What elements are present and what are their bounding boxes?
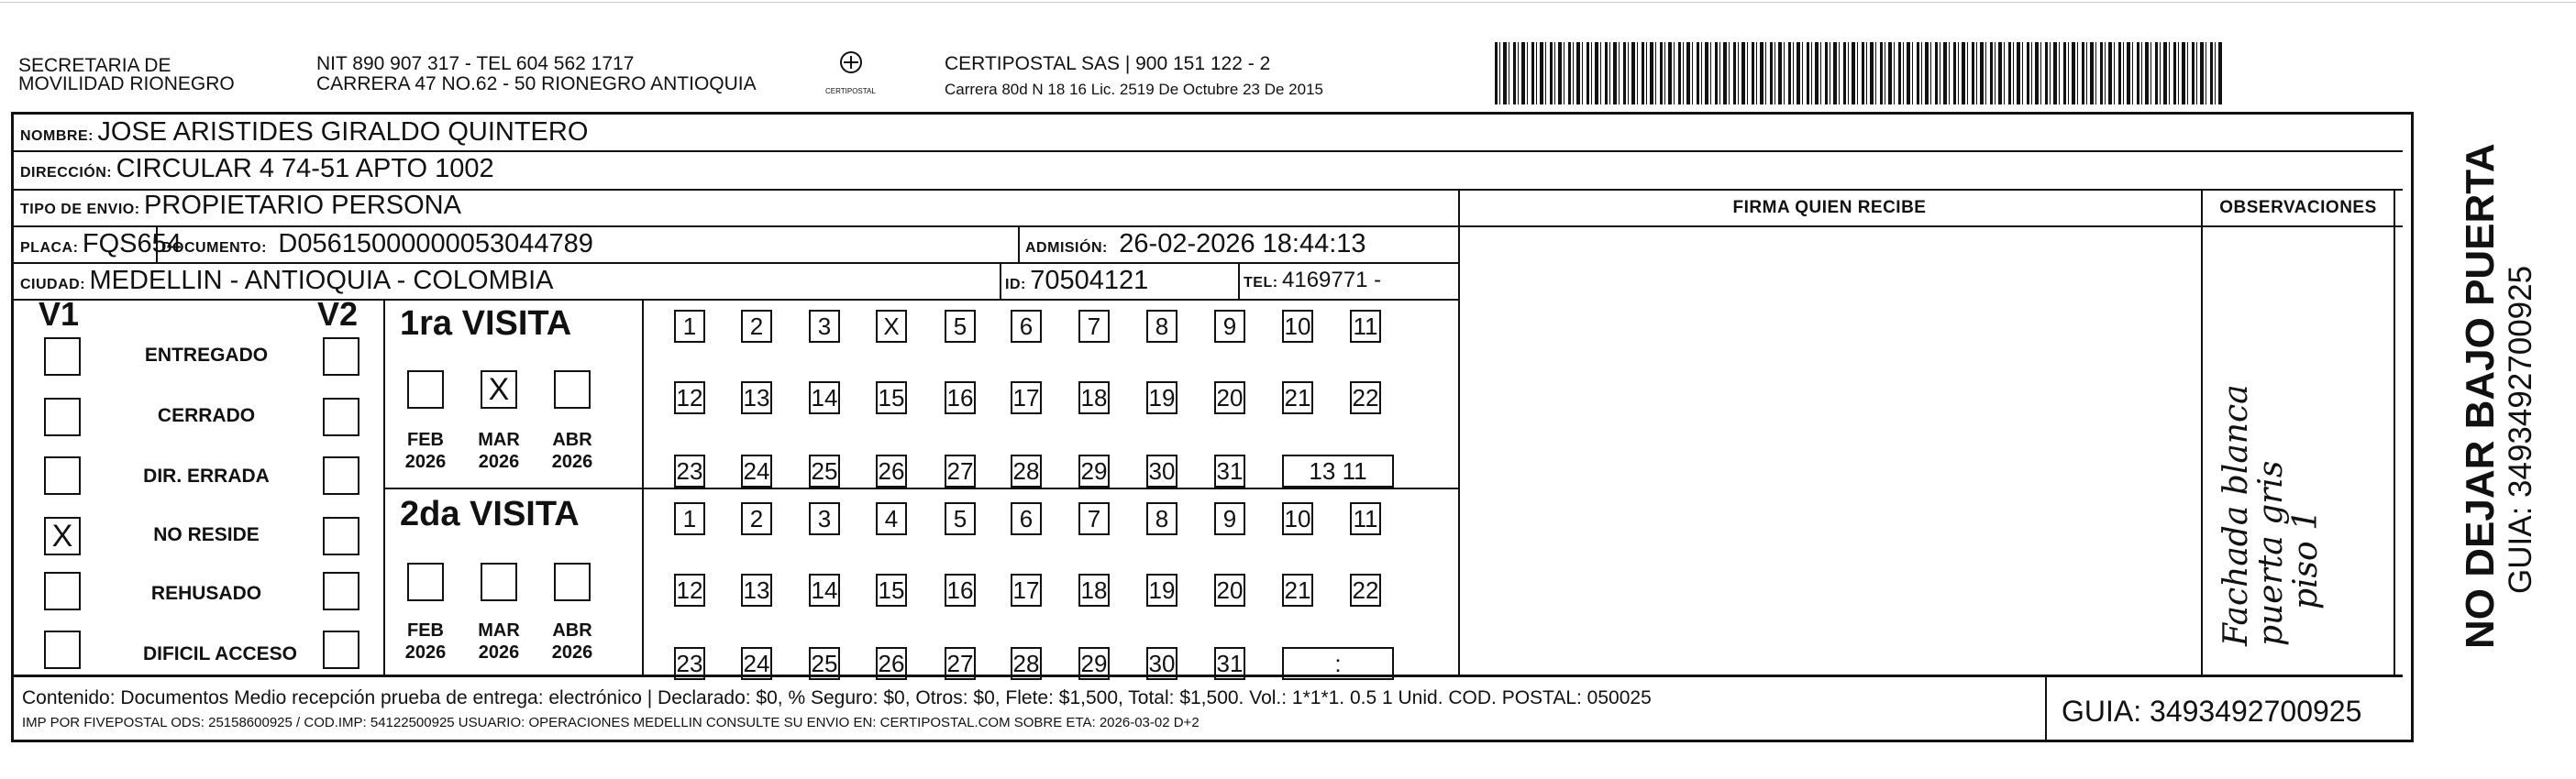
visit1-day-29[interactable]: 29 [1078, 455, 1110, 488]
v2-check-entregado[interactable] [323, 337, 359, 376]
org-name-line1: SECRETARIA DE [18, 55, 171, 76]
visit1-day-8[interactable]: 8 [1146, 310, 1177, 343]
visit1-month-mar: MAR 2026 [478, 430, 520, 472]
tel-label: TEL: [1244, 275, 1278, 291]
signature-header: FIRMA QUIEN RECIBE [1732, 198, 1927, 217]
visit1-day-30[interactable]: 30 [1146, 455, 1177, 488]
visit2-day-7[interactable]: 7 [1078, 502, 1110, 535]
visit2-day-4[interactable]: 4 [876, 502, 907, 535]
visit2-day-10[interactable]: 10 [1282, 502, 1313, 535]
visit1-day-27[interactable]: 27 [945, 455, 976, 488]
visit2-month-abr-check[interactable] [554, 563, 591, 601]
plate-label: PLACA: [20, 240, 79, 256]
visit2-day-6[interactable]: 6 [1011, 502, 1042, 535]
v1-check-cerrado[interactable] [44, 398, 81, 436]
barcode [1495, 42, 2224, 104]
status-no-reside: NO RESIDE [153, 524, 260, 545]
visit2-day-20[interactable]: 20 [1214, 574, 1245, 607]
visit1-day-25[interactable]: 25 [809, 455, 840, 488]
visit2-month-abr: ABR 2026 [551, 620, 593, 663]
document-label: DOCUMENTO: [161, 240, 267, 256]
plate-value: FQS654 [82, 229, 182, 258]
nit-line: NIT 890 907 317 - TEL 604 562 1717 [316, 53, 635, 74]
v2-check-cerrado[interactable] [323, 398, 359, 436]
v1-check-dir-errada[interactable] [44, 456, 81, 495]
visit1-month-feb: FEB 2026 [404, 430, 447, 472]
visit2-day-24[interactable]: 24 [741, 647, 772, 680]
address-label: DIRECCIÓN: [20, 165, 113, 181]
observations-header: OBSERVACIONES [2219, 198, 2377, 217]
content-line: Contenido: Documentos Medio recepción prueba de entrega: electrónico | Declarado: $0, % Seguro: $0, Otros: $0, Flete: $1,500, Total: $1,500. Vol.: 1*1*1. 0.5 1 Unid. COD. POSTAL: 050025 [22, 687, 1652, 708]
visit1-day-20[interactable]: 20 [1214, 381, 1245, 414]
visit2-day-19[interactable]: 19 [1146, 574, 1177, 607]
status-cerrado: CERRADO [157, 405, 256, 426]
visit2-day-29[interactable]: 29 [1078, 647, 1110, 680]
visit1-day-18[interactable]: 18 [1078, 381, 1110, 414]
visit2-day-15[interactable]: 15 [876, 574, 907, 607]
visit2-month-feb: FEB 2026 [404, 620, 447, 663]
visit1-day-22[interactable]: 22 [1350, 381, 1381, 414]
visit1-day-28[interactable]: 28 [1011, 455, 1042, 488]
obs-line-2: puerta gris [2252, 460, 2290, 646]
visit2-day-28[interactable]: 28 [1011, 647, 1042, 680]
v1-label: V1 [39, 295, 80, 333]
visit1-day-26[interactable]: 26 [876, 455, 907, 488]
visit1-day-6[interactable]: 6 [1011, 310, 1042, 343]
visit1-day-5[interactable]: 5 [945, 310, 976, 343]
visit2-title: 2da VISITA [400, 495, 580, 533]
visit1-day-15[interactable]: 15 [876, 381, 907, 414]
visit1-day-11[interactable]: 11 [1350, 310, 1381, 343]
visit2-day-2[interactable]: 2 [741, 502, 772, 535]
side-notice [2458, 143, 2538, 649]
visit2-day-12[interactable]: 12 [674, 574, 705, 607]
visit1-month-feb-check[interactable] [407, 370, 444, 409]
visit2-day-3[interactable]: 3 [809, 502, 840, 535]
visit1-day-24[interactable]: 24 [741, 455, 772, 488]
visit2-day-18[interactable]: 18 [1078, 574, 1110, 607]
visit2-day-22[interactable]: 22 [1350, 574, 1381, 607]
visit1-day-12[interactable]: 12 [674, 381, 705, 414]
v1-check-no-reside[interactable]: X [44, 517, 81, 555]
visit1-day-21[interactable]: 21 [1282, 381, 1313, 414]
visit1-day-3[interactable]: 3 [809, 310, 840, 343]
v2-check-dir-errada[interactable] [323, 456, 359, 495]
visit2-month-feb-check[interactable] [407, 563, 444, 601]
id-label: ID: [1005, 277, 1026, 292]
obs-line-3: piso 1 [2287, 509, 2325, 609]
shipment-type: PROPIETARIO PERSONA [144, 191, 461, 220]
visit2-month-mar: MAR 2026 [478, 620, 520, 663]
visit2-day-25[interactable]: 25 [809, 647, 840, 680]
recipient-name: JOSE ARISTIDES GIRALDO QUINTERO [97, 117, 589, 147]
visit2-time-field[interactable]: : [1282, 647, 1394, 680]
admission-value: 26-02-2026 18:44:13 [1119, 229, 1366, 258]
org-name-line2: MOVILIDAD RIONEGRO [18, 73, 235, 94]
v2-check-no-reside[interactable] [323, 517, 359, 555]
visit2-day-5[interactable]: 5 [945, 502, 976, 535]
visit1-day-4[interactable]: X [876, 310, 907, 343]
footer-guia: GUIA: 3493492700925 [2062, 695, 2362, 728]
visit2-day-21[interactable]: 21 [1282, 574, 1313, 607]
visit1-day-23[interactable]: 23 [674, 455, 705, 488]
recipient-address: CIRCULAR 4 74-51 APTO 1002 [116, 154, 494, 183]
id-value: 70504121 [1030, 266, 1149, 295]
visit2-month-mar-check[interactable] [481, 563, 517, 601]
v1-check-dificil-acceso[interactable] [44, 631, 81, 669]
visit2-day-9[interactable]: 9 [1214, 502, 1245, 535]
visit1-day-31[interactable]: 31 [1214, 455, 1245, 488]
v2-label: V2 [317, 295, 359, 333]
logo-text: CERTIPOSTAL [825, 87, 876, 95]
visit2-day-1[interactable]: 1 [674, 502, 705, 535]
certipostal-logo [835, 49, 868, 81]
courier-line2: Carrera 80d N 18 16 Lic. 2519 De Octubre 23 De 2015 [945, 81, 1323, 98]
v2-check-rehusado[interactable] [323, 572, 359, 610]
visit1-day-13[interactable]: 13 [741, 381, 772, 414]
side-line1: NO DEJAR BAJO PUERTA [2458, 143, 2503, 649]
visit1-day-9[interactable]: 9 [1214, 310, 1245, 343]
name-label: NOMBRE: [20, 128, 94, 144]
imp-line: IMP POR FIVEPOSTAL ODS: 25158600925 / COD.IMP: 54122500925 USUARIO: OPERACIONES MEDELLIN CONSULTE SU ENVIO EN: CERTIPOSTAL.COM SOBRE ETA: 2026-03-02 D+2 [22, 715, 1200, 730]
v1-check-entregado[interactable] [44, 337, 81, 376]
visit2-day-17[interactable]: 17 [1011, 574, 1042, 607]
visit2-day-13[interactable]: 13 [741, 574, 772, 607]
status-dir-errada: DIR. ERRADA [143, 466, 270, 487]
v2-check-dificil-acceso[interactable] [323, 631, 359, 669]
visit2-day-30[interactable]: 30 [1146, 647, 1177, 680]
visit1-day-10[interactable]: 10 [1282, 310, 1313, 343]
visit1-day-14[interactable]: 14 [809, 381, 840, 414]
admission-label: ADMISIÓN: [1025, 240, 1108, 256]
visit1-month-abr: ABR 2026 [551, 430, 593, 472]
status-dificil-acceso: DIFICIL ACCESO [142, 643, 297, 664]
visit1-day-2[interactable]: 2 [741, 310, 772, 343]
tel-value: 4169771 - [1282, 268, 1382, 292]
visit1-month-mar-check[interactable]: X [481, 370, 517, 409]
type-label: TIPO DE ENVIO: [20, 202, 140, 217]
visit1-day-17[interactable]: 17 [1011, 381, 1042, 414]
document-value: D05615000000053044789 [278, 229, 593, 258]
obs-line-1: Fachada blanca [2217, 384, 2255, 646]
visit2-day-8[interactable]: 8 [1146, 502, 1177, 535]
status-entregado: ENTREGADO [144, 345, 269, 366]
visit2-day-14[interactable]: 14 [809, 574, 840, 607]
visit1-day-7[interactable]: 7 [1078, 310, 1110, 343]
visit1-day-16[interactable]: 16 [945, 381, 976, 414]
visit2-day-27[interactable]: 27 [945, 647, 976, 680]
visit1-day-19[interactable]: 19 [1146, 381, 1177, 414]
v1-check-rehusado[interactable] [44, 572, 81, 610]
courier-line1: CERTIPOSTAL SAS | 900 151 122 - 2 [945, 53, 1271, 74]
visit1-month-abr-check[interactable] [554, 370, 591, 409]
observations-handwriting [2219, 384, 2324, 646]
visit1-time-field[interactable]: 13 11 [1282, 455, 1394, 488]
visit2-day-16[interactable]: 16 [945, 574, 976, 607]
address-line: CARRERA 47 NO.62 - 50 RIONEGRO ANTIOQUIA [316, 73, 757, 94]
visit2-day-26[interactable]: 26 [876, 647, 907, 680]
status-rehusado: REHUSADO [150, 583, 262, 604]
side-line2: GUIA: 3493492700925 [2503, 265, 2538, 594]
visit2-day-23[interactable]: 23 [674, 647, 705, 680]
city-label: CIUDAD: [20, 277, 86, 292]
visit1-day-1[interactable]: 1 [674, 310, 705, 343]
visit1-title: 1ra VISITA [400, 304, 572, 343]
visit2-day-11[interactable]: 11 [1350, 502, 1381, 535]
visit2-day-31[interactable]: 31 [1214, 647, 1245, 680]
city-value: MEDELLIN - ANTIOQUIA - COLOMBIA [89, 266, 554, 295]
